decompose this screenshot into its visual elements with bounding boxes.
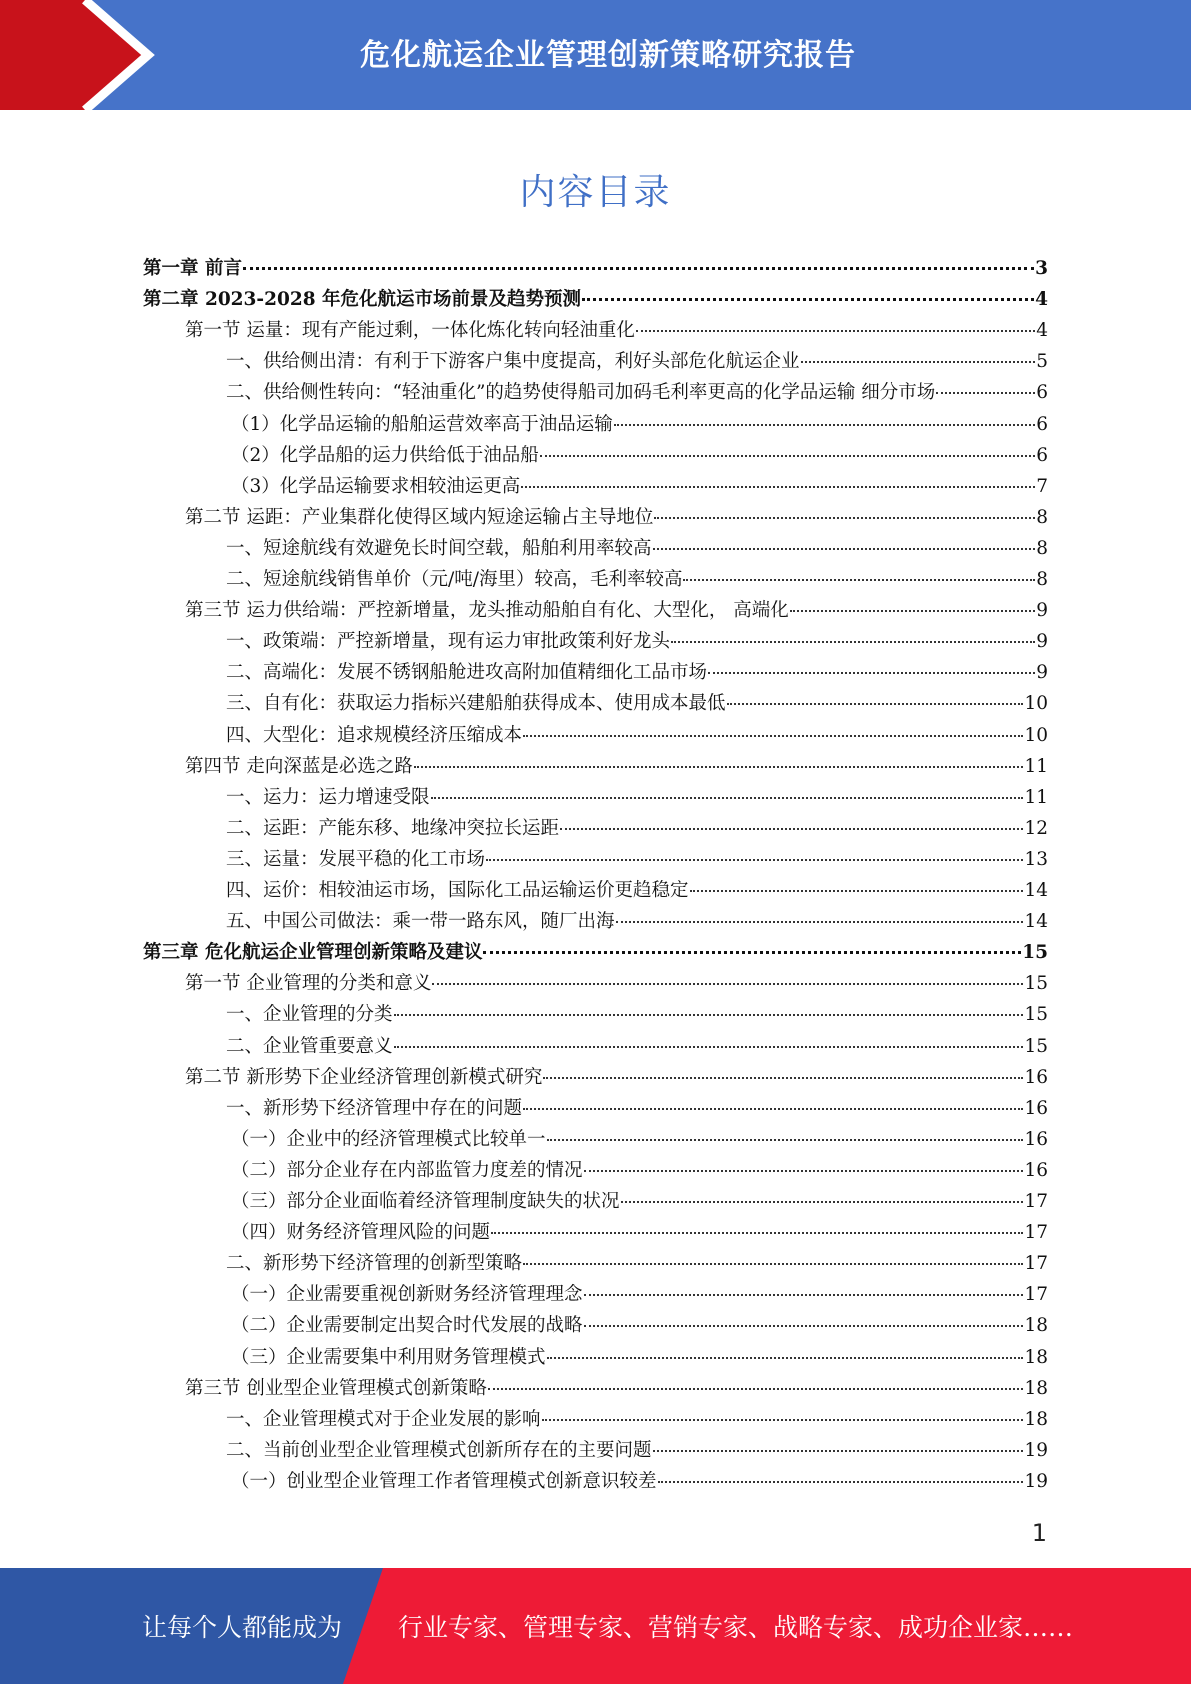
toc-entry[interactable] bbox=[226, 688, 1048, 719]
toc-heading: 内容目录 bbox=[519, 172, 672, 213]
toc-entry-title: （一）创业型企业管理工作者管理模式创新意识较差 bbox=[231, 1470, 657, 1492]
toc-entry-page: 15 bbox=[1024, 973, 1048, 995]
toc-dot-leader bbox=[486, 859, 1023, 861]
toc-entry[interactable] bbox=[226, 1404, 1048, 1435]
toc-entry-page: 5 bbox=[1036, 351, 1048, 373]
toc-entry-title: 二、新形势下经济管理的创新型策略 bbox=[226, 1253, 523, 1275]
toc-entry-page: 9 bbox=[1036, 631, 1048, 653]
toc-entry-title: （2）化学品船的运力供给低于油品船 bbox=[231, 444, 539, 466]
toc-entry-title: （三）部分企业面临着经济管理制度缺失的状况 bbox=[231, 1191, 620, 1212]
toc-entry[interactable] bbox=[231, 1186, 1048, 1217]
report-title: 危化航运企业管理创新策略研究报告 bbox=[360, 38, 856, 73]
toc-entry[interactable] bbox=[143, 937, 1048, 968]
toc-entry-title: 一、供给侧出清：有利于下游客户集中度提高，利好头部危化航运企业 bbox=[226, 351, 800, 373]
toc-entry-page: 4 bbox=[1036, 320, 1048, 342]
toc-dot-leader bbox=[690, 890, 1024, 892]
toc-entry-page: 9 bbox=[1036, 600, 1048, 622]
toc-entry-title: 第三节 创业型企业管理模式创新策略 bbox=[185, 1377, 487, 1399]
toc-entry[interactable] bbox=[226, 875, 1048, 906]
toc-entry[interactable] bbox=[226, 626, 1048, 657]
toc-entry-page: 14 bbox=[1024, 880, 1048, 901]
toc-entry-title: （1）化学品运输的船舶运营效率高于油品运输 bbox=[231, 413, 613, 435]
toc-entry[interactable] bbox=[226, 720, 1048, 751]
toc-entry-page: 16 bbox=[1024, 1097, 1048, 1119]
toc-entry-title: 第三章 危化航运企业管理创新策略及建议 bbox=[143, 942, 483, 964]
toc-entry-page: 8 bbox=[1036, 506, 1048, 528]
toc-dot-leader bbox=[491, 1232, 1023, 1234]
toc-entry[interactable] bbox=[226, 533, 1048, 564]
toc-entry[interactable] bbox=[226, 1435, 1048, 1466]
toc-entry-title: 二、运距：产能东移、地缘冲突拉长运距 bbox=[226, 817, 560, 839]
toc-entry-title: （一）企业需要重视创新财务经济管理理念 bbox=[231, 1284, 583, 1306]
toc-entry[interactable] bbox=[226, 1248, 1048, 1279]
toc-dot-leader bbox=[542, 1419, 1024, 1421]
toc-dot-leader bbox=[614, 424, 1035, 426]
toc-entry-title: 二、高端化：发展不锈钢船舱进攻高附加值精细化工品市场 bbox=[226, 662, 708, 684]
toc-dot-leader bbox=[582, 298, 1034, 301]
toc-entry-page: 18 bbox=[1024, 1408, 1048, 1430]
toc-dot-leader bbox=[414, 766, 1024, 768]
toc-entry[interactable] bbox=[185, 315, 1048, 346]
toc-entry-title: 二、当前创业型企业管理模式创新所存在的主要问题 bbox=[226, 1439, 652, 1461]
toc-entry-page: 8 bbox=[1036, 569, 1048, 590]
toc-entry-page: 13 bbox=[1024, 848, 1048, 870]
toc-dot-leader bbox=[653, 548, 1036, 550]
toc-dot-leader bbox=[654, 517, 1035, 519]
toc-dot-leader bbox=[394, 1046, 1024, 1048]
toc-entry-page: 17 bbox=[1024, 1284, 1048, 1306]
toc-entry[interactable] bbox=[231, 1217, 1048, 1248]
toc-entry[interactable] bbox=[226, 844, 1048, 875]
toc-entry-page: 10 bbox=[1024, 724, 1048, 746]
toc-entry[interactable] bbox=[226, 346, 1048, 377]
toc-entry-page: 15 bbox=[1022, 942, 1048, 964]
toc-entry-page: 18 bbox=[1024, 1315, 1048, 1337]
toc-entry[interactable] bbox=[226, 1093, 1048, 1124]
toc-entry[interactable] bbox=[143, 253, 1048, 284]
toc-entry-title: 二、短途航线销售单价（元/吨/海里）较高，毛利率较高 bbox=[226, 569, 683, 590]
toc-entry-page: 6 bbox=[1036, 444, 1048, 466]
toc-entry[interactable] bbox=[185, 751, 1048, 782]
toc-entry-page: 11 bbox=[1024, 755, 1048, 777]
toc-dot-leader bbox=[521, 486, 1035, 488]
toc-dot-leader bbox=[243, 267, 1034, 270]
toc-entry-title: （二）部分企业存在内部监管力度差的情况 bbox=[231, 1159, 583, 1181]
toc-entry-title: 一、政策端：严控新增量，现有运力审批政策利好龙头 bbox=[226, 631, 671, 653]
toc-entry-page: 18 bbox=[1024, 1377, 1048, 1399]
toc-entry-page: 17 bbox=[1024, 1191, 1048, 1212]
toc-entry[interactable] bbox=[185, 968, 1048, 999]
toc-entry-title: （四）财务经济管理风险的问题 bbox=[231, 1222, 491, 1244]
toc-entry[interactable] bbox=[185, 1373, 1048, 1404]
toc-dot-leader bbox=[584, 1325, 1024, 1327]
toc-entry[interactable] bbox=[226, 657, 1048, 688]
footer-slogan-left: 让每个人都能成为 bbox=[142, 1613, 343, 1642]
toc-entry[interactable] bbox=[231, 440, 1048, 471]
toc-entry-page: 14 bbox=[1024, 911, 1048, 933]
toc-entry-page: 8 bbox=[1036, 537, 1048, 559]
toc-entry[interactable] bbox=[226, 999, 1048, 1030]
toc-entry-page: 17 bbox=[1024, 1253, 1048, 1275]
toc-entry-page: 6 bbox=[1036, 413, 1048, 435]
toc-entry-title: 一、新形势下经济管理中存在的问题 bbox=[226, 1097, 523, 1119]
toc-entry[interactable] bbox=[231, 1279, 1048, 1310]
toc-entry[interactable] bbox=[226, 1031, 1048, 1062]
toc-entry-page: 12 bbox=[1024, 817, 1048, 839]
toc-entry-title: 第一节 运量：现有产能过剩，一体化炼化转向轻油重化 bbox=[185, 320, 635, 342]
toc-entry-title: 五、中国公司做法：乘一带一路东风，随厂出海 bbox=[226, 911, 615, 933]
toc-entry-page: 3 bbox=[1035, 258, 1048, 279]
toc-entry[interactable] bbox=[185, 1062, 1048, 1093]
toc-dot-leader bbox=[801, 361, 1036, 363]
toc-entry[interactable] bbox=[231, 1124, 1048, 1155]
toc-entry-title: 四、大型化：追求规模经济压缩成本 bbox=[226, 724, 523, 746]
toc-entry-title: 第二节 新形势下企业经济管理创新模式研究 bbox=[185, 1066, 543, 1088]
toc-dot-leader bbox=[547, 1357, 1024, 1359]
toc-dot-leader bbox=[483, 951, 1021, 954]
toc-dot-leader bbox=[708, 672, 1035, 674]
toc-entry-title: 一、运力：运力增速受限 bbox=[226, 786, 430, 808]
toc-dot-leader bbox=[658, 1481, 1024, 1483]
toc-entry[interactable] bbox=[226, 813, 1048, 844]
toc-dot-leader bbox=[523, 1108, 1023, 1110]
toc-dot-leader bbox=[621, 1201, 1024, 1203]
toc-entry[interactable] bbox=[231, 471, 1048, 502]
toc-entry-page: 10 bbox=[1024, 693, 1048, 715]
toc-dot-leader bbox=[540, 455, 1035, 457]
toc-dot-leader bbox=[523, 735, 1023, 737]
toc-entry-page: 17 bbox=[1024, 1222, 1048, 1244]
toc-dot-leader bbox=[584, 1170, 1024, 1172]
toc-entry-title: 第一节 企业管理的分类和意义 bbox=[185, 973, 432, 995]
toc-entry[interactable] bbox=[231, 409, 1048, 440]
toc-entry[interactable] bbox=[226, 377, 1048, 408]
toc-entry-title: （二）企业需要制定出契合时代发展的战略 bbox=[231, 1315, 583, 1337]
toc-entry-title: 第四节 走向深蓝是必选之路 bbox=[185, 755, 413, 777]
toc-entry-title: 四、运价：相较油运市场，国际化工品运输运价更趋稳定 bbox=[226, 880, 689, 901]
toc-entry-title: 第二节 运距：产业集群化使得区域内短途运输占主导地位 bbox=[185, 506, 654, 528]
toc-entry-title: 一、企业管理的分类 bbox=[226, 1004, 393, 1026]
toc-dot-leader bbox=[653, 1450, 1024, 1452]
page-footer bbox=[0, 1568, 1191, 1684]
toc-dot-leader bbox=[727, 703, 1024, 705]
toc-entry[interactable] bbox=[231, 1310, 1048, 1341]
toc-entry[interactable] bbox=[231, 1466, 1048, 1497]
footer-slogan-right: 行业专家、管理专家、营销专家、战略专家、成功企业家…… bbox=[398, 1613, 1074, 1642]
toc-entry-page: 19 bbox=[1024, 1470, 1048, 1492]
toc-entry-page: 7 bbox=[1036, 475, 1048, 497]
toc-entry-page: 16 bbox=[1024, 1159, 1048, 1181]
toc-entry-page: 6 bbox=[1036, 382, 1048, 404]
toc-entry[interactable] bbox=[226, 782, 1048, 813]
toc-entry-page: 9 bbox=[1036, 662, 1048, 684]
toc-entry[interactable] bbox=[231, 1342, 1048, 1373]
toc-entry[interactable] bbox=[226, 906, 1048, 937]
toc-dot-leader bbox=[547, 1139, 1024, 1141]
toc-dot-leader bbox=[488, 1388, 1024, 1390]
toc-entry-title: 一、企业管理模式对于企业发展的影响 bbox=[226, 1408, 541, 1430]
toc-entry-title: 第二章 2023-2028 年危化航运市场前景及趋势预测 bbox=[143, 289, 582, 311]
toc-dot-leader bbox=[543, 1077, 1023, 1079]
toc-dot-leader bbox=[671, 641, 1035, 643]
page-number: 1 bbox=[1031, 1519, 1047, 1547]
toc-entry-title: （三）企业需要集中利用财务管理模式 bbox=[231, 1346, 546, 1368]
toc-entry-title: （3）化学品运输要求相较油运更高 bbox=[231, 475, 521, 497]
toc-entry-page: 4 bbox=[1035, 289, 1048, 311]
toc-entry[interactable] bbox=[185, 502, 1048, 533]
toc-entry-title: 二、企业管重要意义 bbox=[226, 1035, 393, 1057]
toc-dot-leader bbox=[936, 392, 1035, 394]
toc-entry-page: 18 bbox=[1024, 1346, 1048, 1368]
toc-entry-page: 19 bbox=[1024, 1439, 1048, 1461]
toc-entry[interactable] bbox=[226, 564, 1048, 595]
toc-entry-title: 三、运量：发展平稳的化工市场 bbox=[226, 848, 486, 870]
toc-entry-page: 16 bbox=[1024, 1128, 1048, 1150]
toc-entry-title: 第一章 前言 bbox=[143, 258, 242, 279]
toc-entry-title: 第三节 运力供给端：严控新增量，龙头推动船舶自有化、大型化， 高端化 bbox=[185, 600, 789, 622]
toc-dot-leader bbox=[636, 330, 1035, 332]
toc-entry-title: 一、短途航线有效避免长时间空载，船舶利用率较高 bbox=[226, 537, 652, 559]
toc-entry-page: 15 bbox=[1024, 1035, 1048, 1057]
toc-dot-leader bbox=[523, 1263, 1023, 1265]
toc-dot-leader bbox=[431, 797, 1024, 799]
toc-dot-leader bbox=[394, 1014, 1024, 1016]
toc-dot-leader bbox=[683, 579, 1035, 581]
toc-dot-leader bbox=[584, 1294, 1024, 1296]
toc-entry[interactable] bbox=[231, 1155, 1048, 1186]
toc-entry-title: （一）企业中的经济管理模式比较单一 bbox=[231, 1128, 546, 1150]
toc-dot-leader bbox=[560, 828, 1023, 830]
toc-entry[interactable] bbox=[185, 595, 1048, 626]
toc-entry-page: 11 bbox=[1024, 786, 1048, 808]
page-header bbox=[0, 0, 1191, 110]
toc-entry[interactable] bbox=[143, 284, 1048, 315]
toc-entry-page: 16 bbox=[1024, 1066, 1048, 1088]
toc-dot-leader bbox=[790, 610, 1035, 612]
toc-dot-leader bbox=[432, 983, 1023, 985]
toc-entry-page: 15 bbox=[1024, 1004, 1048, 1026]
toc-entry-title: 三、自有化：获取运力指标兴建船舶获得成本、使用成本最低 bbox=[226, 693, 726, 715]
toc-dot-leader bbox=[616, 921, 1024, 923]
toc-entry-title: 二、供给侧性转向：“轻油重化”的趋势使得船司加码毛利率更高的化学品运输 细分市场 bbox=[226, 382, 936, 404]
